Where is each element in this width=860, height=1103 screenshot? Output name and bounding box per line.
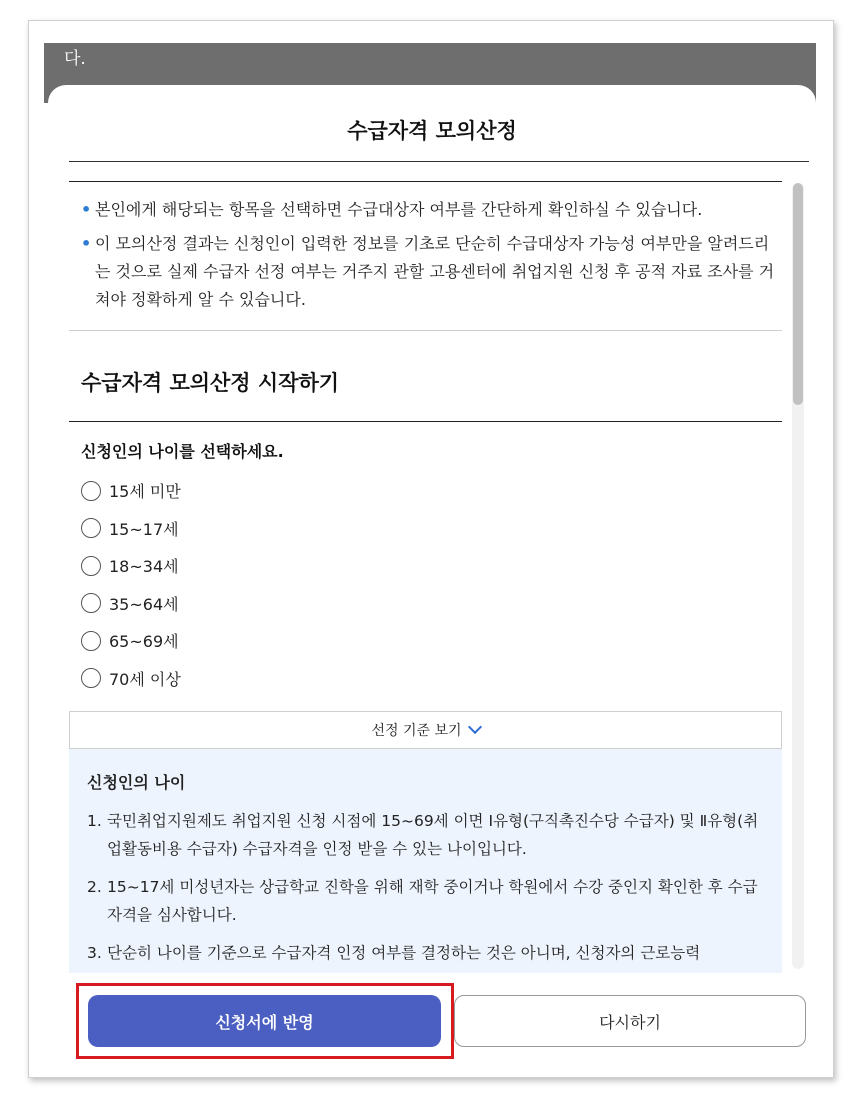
- title-divider: [69, 161, 809, 162]
- criteria-item-number: 1.: [87, 812, 102, 830]
- criteria-item-text: 단순히 나이를 기준으로 수급자격 인정 여부를 결정하는 것은 아니며, 신청자의 근로능력: [107, 944, 701, 962]
- modal-footer: [48, 973, 816, 1078]
- modal-scroll-content[interactable]: [69, 181, 782, 973]
- info-bullet: [81, 196, 776, 224]
- criteria-toggle-button[interactable]: [69, 711, 782, 749]
- reset-button[interactable]: 다시하기: [454, 995, 806, 1047]
- radio-button[interactable]: [81, 593, 101, 613]
- scrollbar-thumb[interactable]: [793, 183, 803, 405]
- bullet-dot-icon: •: [81, 200, 92, 219]
- radio-button[interactable]: [81, 631, 101, 651]
- criteria-item: [87, 939, 764, 967]
- age-option-under-15[interactable]: [81, 472, 782, 510]
- age-option-65-69[interactable]: [81, 622, 782, 660]
- age-option-35-64[interactable]: [81, 585, 782, 623]
- section-heading: 수급자격 모의산정 시작하기: [81, 371, 340, 395]
- info-bullet: [81, 230, 776, 314]
- criteria-toggle-label: 선정 기준 보기: [371, 723, 462, 739]
- age-option-label: 65~69세: [109, 632, 179, 652]
- criteria-item: [87, 807, 764, 863]
- section-divider: [69, 421, 782, 422]
- criteria-item-number: 2.: [87, 878, 102, 896]
- screenshot-frame: [28, 20, 834, 1078]
- age-option-label: 15세 미만: [109, 482, 181, 502]
- background-text: 다.: [64, 49, 86, 69]
- radio-button[interactable]: [81, 518, 101, 538]
- mock-eligibility-modal: [48, 85, 816, 1078]
- radio-button[interactable]: [81, 556, 101, 576]
- radio-button[interactable]: [81, 668, 101, 688]
- age-radio-group: [69, 472, 782, 697]
- age-option-18-34[interactable]: [81, 547, 782, 585]
- age-option-label: 70세 이상: [109, 669, 181, 689]
- age-option-label: 35~64세: [109, 594, 179, 614]
- criteria-item-number: 3.: [87, 944, 102, 962]
- age-option-15-17[interactable]: [81, 510, 782, 548]
- age-question: 신청인의 나이를 선택하세요.: [81, 442, 284, 461]
- criteria-panel: [69, 749, 782, 973]
- age-option-label: 15~17세: [109, 519, 179, 539]
- age-option-70-plus[interactable]: [81, 660, 782, 698]
- info-notice-box: [69, 181, 782, 331]
- chevron-down-icon: [467, 720, 481, 734]
- modal-title: 수급자격 모의산정: [347, 119, 517, 143]
- bullet-dot-icon: •: [81, 234, 92, 253]
- info-bullet-text: 이 모의산정 결과는 신청인이 입력한 정보를 기초로 단순히 수급대상자 가능성 여부만을 알려드리는 것으로 실제 수급자 선정 여부는 거주지 관할 고용센터에 취업지원 신청 후 공적 자료 조사를 거쳐야 정확하게 알 수 있습니다.: [95, 234, 775, 309]
- criteria-item: [87, 873, 764, 929]
- info-bullet-text: 본인에게 해당되는 항목을 선택하면 수급대상자 여부를 간단하게 확인하실 수 있습니다.: [95, 200, 703, 219]
- age-option-label: 18~34세: [109, 557, 179, 577]
- radio-button[interactable]: [81, 481, 101, 501]
- apply-to-application-button[interactable]: 신청서에 반영: [88, 995, 441, 1047]
- criteria-item-text: 15~17세 미성년자는 상급학교 진학을 위해 재학 중이거나 학원에서 수강 중인지 확인한 후 수급자격을 심사합니다.: [107, 878, 758, 924]
- criteria-item-text: 국민취업지원제도 취업지원 신청 시점에 15~69세 이면 Ⅰ유형(구직촉진수당 수급자) 및 Ⅱ유형(취업활동비용 수급자) 수급자격을 인정 받을 수 있는 나이입니다.: [107, 812, 759, 858]
- criteria-title: 신청인의 나이: [87, 773, 186, 792]
